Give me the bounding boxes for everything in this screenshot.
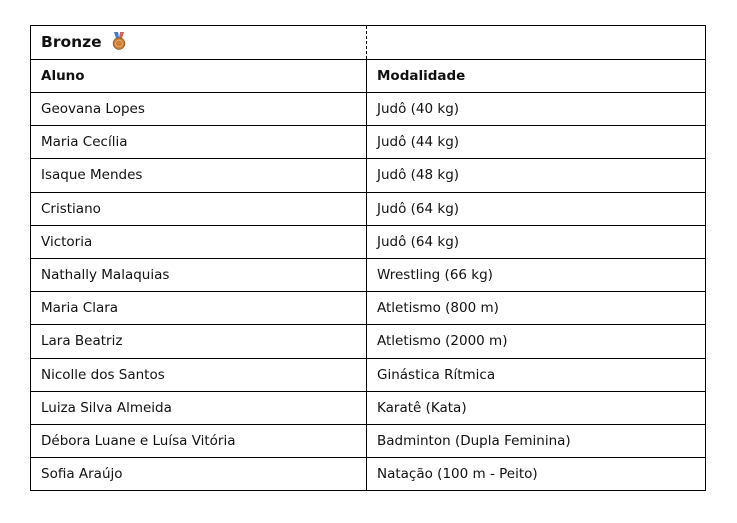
column-header-aluno: Aluno [31, 60, 367, 93]
aluno-cell: Geovana Lopes [31, 93, 367, 126]
aluno-cell: Sofia Araújo [31, 458, 367, 491]
table-row [31, 325, 706, 358]
aluno-cell: Victoria [31, 225, 367, 258]
aluno-cell: Cristiano [31, 192, 367, 225]
aluno-cell: Débora Luane e Luísa Vitória [31, 424, 367, 457]
table-title: Bronze [41, 32, 102, 51]
table-title-empty-cell [367, 26, 706, 60]
aluno-cell: Nicolle dos Santos [31, 358, 367, 391]
aluno-cell: Nathally Malaquias [31, 258, 367, 291]
aluno-cell: Isaque Mendes [31, 159, 367, 192]
table-row [31, 225, 706, 258]
modalidade-cell: Karatê (Kata) [367, 391, 706, 424]
table-row [31, 292, 706, 325]
modalidade-cell: Atletismo (2000 m) [367, 325, 706, 358]
aluno-cell: Maria Cecília [31, 126, 367, 159]
aluno-cell: Maria Clara [31, 292, 367, 325]
modalidade-cell: Ginástica Rítmica [367, 358, 706, 391]
modalidade-cell: Judô (64 kg) [367, 225, 706, 258]
bronze-medal-table [30, 25, 706, 491]
modalidade-cell: Judô (44 kg) [367, 126, 706, 159]
table-row [31, 424, 706, 457]
table-row [31, 458, 706, 491]
table-header-row [31, 60, 706, 93]
table-title-cell [31, 26, 367, 60]
table-row [31, 358, 706, 391]
table-row [31, 159, 706, 192]
table-row [31, 258, 706, 291]
table-row [31, 391, 706, 424]
aluno-cell: Lara Beatriz [31, 325, 367, 358]
modalidade-cell: Natação (100 m - Peito) [367, 458, 706, 491]
bronze-medal-icon [112, 32, 126, 54]
table-row [31, 93, 706, 126]
modalidade-cell: Judô (64 kg) [367, 192, 706, 225]
table-row [31, 126, 706, 159]
table-title-row [31, 26, 706, 60]
column-header-modalidade: Modalidade [367, 60, 706, 93]
modalidade-cell: Badminton (Dupla Feminina) [367, 424, 706, 457]
modalidade-cell: Atletismo (800 m) [367, 292, 706, 325]
modalidade-cell: Judô (40 kg) [367, 93, 706, 126]
modalidade-cell: Wrestling (66 kg) [367, 258, 706, 291]
table-row [31, 192, 706, 225]
modalidade-cell: Judô (48 kg) [367, 159, 706, 192]
aluno-cell: Luiza Silva Almeida [31, 391, 367, 424]
